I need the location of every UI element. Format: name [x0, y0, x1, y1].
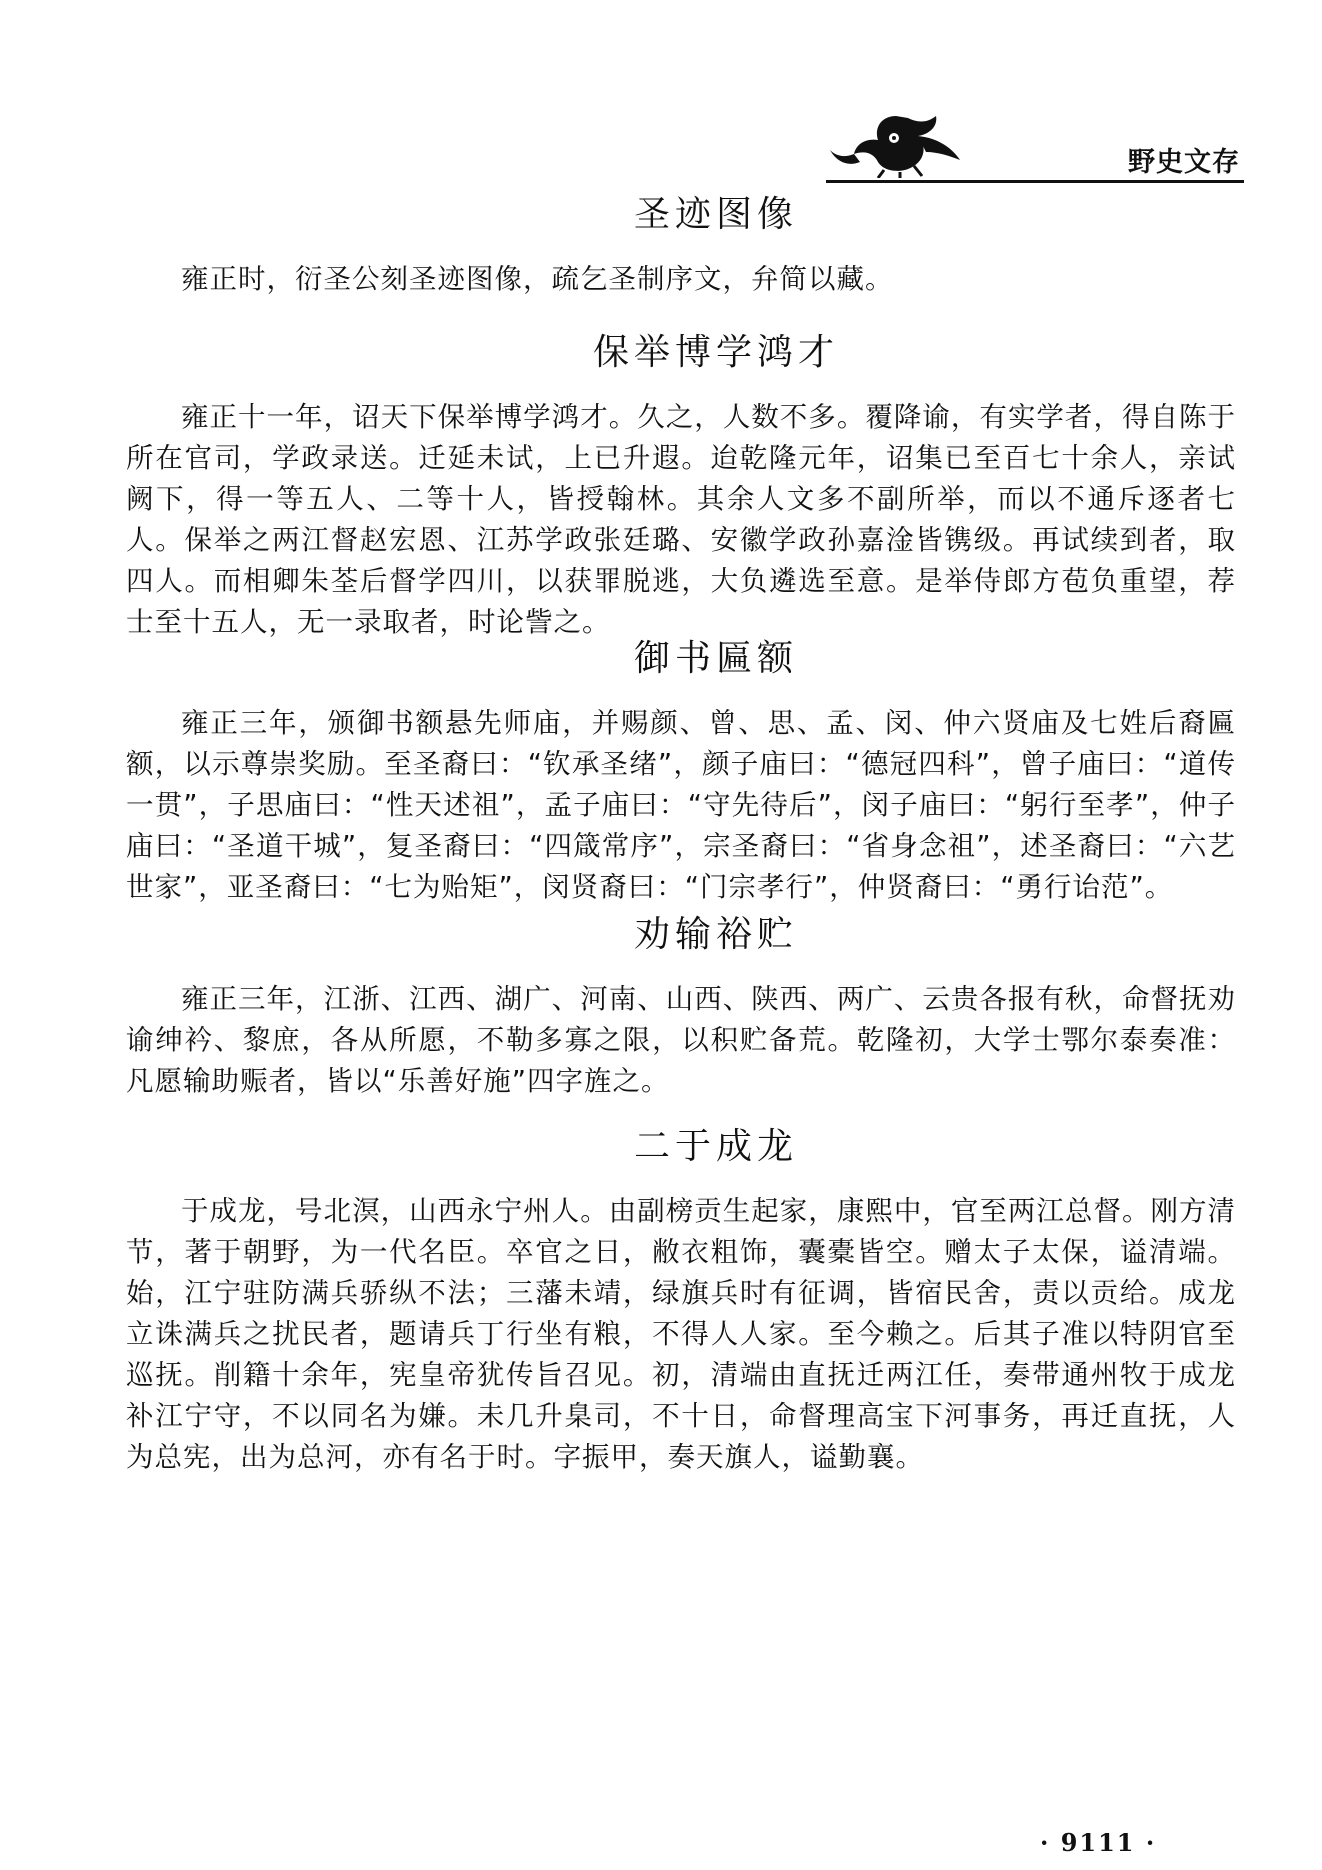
section-title: 劝输裕贮: [633, 914, 798, 955]
section-title: 保举博学鸿才: [592, 332, 839, 373]
section-shengji-tuxiang: [126, 186, 1236, 300]
section-title: 御书匾额: [633, 638, 798, 679]
section-title: 圣迹图像: [633, 194, 798, 235]
section-quanshu-yuzhu: [126, 906, 1236, 1102]
section-yushu-biane: [126, 630, 1236, 908]
series-title: 野史文存: [1128, 147, 1240, 178]
section-body: 雍正十一年，诏天下保举博学鸿才。久之，人数不多。覆降谕，有实学者，得自陈于所在官司，学政录送。迁延未试，上已升遐。迨乾隆元年，诏集已至百七十余人，亲试阙下，得一等五人、二等十人，皆授翰林。其余人文多不副所举，而以不通斥逐者七人。保举之两江督赵宏恩、江苏学政张廷璐、安徽学政孙嘉淦皆镌级。再试续到者，取四人。而相卿朱荃后督学四川，以获罪脱逃，大负遴选至意。是举侍郎方苞负重望，荐士至十五人，无一录取者，时论訾之。: [126, 401, 1236, 638]
running-header: [826, 96, 1244, 186]
section-title: 二于成龙: [633, 1126, 798, 1167]
section-er-yu-chenglong: [126, 1118, 1236, 1478]
section-body: 于成龙，号北溟，山西永宁州人。由副榜贡生起家，康熙中，官至两江总督。刚方清节，著于朝野，为一代名臣。卒官之日，敝衣粗饰，囊橐皆空。赠太子太保，谥清端。始，江宁驻防满兵骄纵不法；三藩未靖，绿旗兵时有征调，皆宿民舍，责以贡给。成龙立诛满兵之扰民者，题请兵丁行坐有粮，不得人人家。至今赖之。后其子准以特阴官至巡抚。削籍十余年，宪皇帝犹传旨召见。初，清端由直抚迁两江任，奏带通州牧于成龙补江宁守，不以同名为嫌。未几升臬司，不十日，命督理高宝下河事务，再迁直抚，人为总宪，出为总河，亦有名于时。字振甲，奏天旗人，谥勤襄。: [126, 1195, 1236, 1473]
section-body: 雍正三年，江浙、江西、湖广、河南、山西、陕西、两广、云贵各报有秋，命督抚劝谕绅衿、黎庶，各从所愿，不勒多寡之限，以积贮备荒。乾隆初，大学士鄂尔泰奏准：凡愿输助赈者，皆以“乐善好施”四字旌之。: [126, 983, 1236, 1097]
dragon-icon: [826, 108, 966, 178]
section-body: 雍正三年，颁御书额悬先师庙，并赐颜、曾、思、孟、闵、仲六贤庙及七姓后裔匾额，以示尊崇奖励。至圣裔曰：“钦承圣绪”，颜子庙曰：“德冠四科”，曾子庙曰：“道传一贯”，子思庙曰：“性天述祖”，孟子庙曰：“守先待后”，闵子庙曰：“躬行至孝”，仲子庙曰：“圣道干城”，复圣裔曰：“四箴常序”，宗圣裔曰：“省身念祖”，述圣裔曰：“六艺世家”，亚圣裔曰：“七为贻矩”，闵贤裔曰：“门宗孝行”，仲贤裔曰：“勇行诒范”。: [126, 707, 1236, 903]
header-rule: [826, 180, 1244, 183]
section-body: 雍正时，衍圣公刻圣迹图像，疏乞圣制序文，弁简以藏。: [181, 263, 894, 295]
page-number: · 9111 ·: [1040, 1828, 1157, 1857]
section-baoju-boxue-hongcai: [126, 324, 1236, 643]
